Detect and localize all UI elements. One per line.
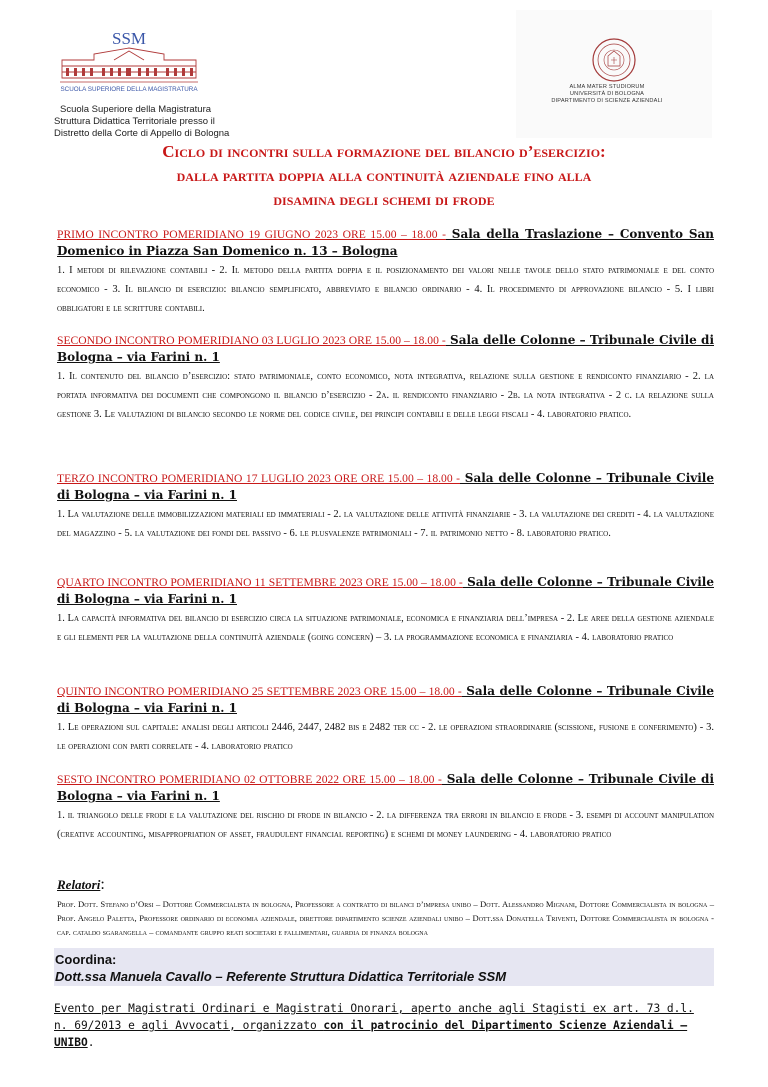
session-topics: 1. Le operazioni sul capitale: analisi degli articoli 2446, 2447, 2482 bis e 2482 ter cc - 2. le operazioni straordinarie (scissione, fusione e conferimento) - 3. le operazioni con parti correlate - 4. laboratorio pratico xyxy=(57,722,714,752)
session-3 xyxy=(57,470,714,543)
event-text: Evento per Magistrati Ordinari e Magistrati Onorari, aperto anche agli Stagisti ex art. 73 d.l. n. 69/2013 e agli Avvocati, organizzato xyxy=(54,1002,694,1032)
ssm-logo-subtitle: SCUOLA SUPERIORE DELLA MAGISTRATURA xyxy=(60,86,198,93)
session-place: di Bologna – via Farini n. 1 xyxy=(57,772,714,803)
session-place: Civile di Bologna – via Farini n. 1 xyxy=(57,333,714,364)
ssm-line: Scuola Superiore della Magistratura xyxy=(60,104,212,115)
title-line: Ciclo di incontri sulla formazione del bilancio d’esercizio: xyxy=(162,142,606,161)
event-end: . xyxy=(87,1036,95,1049)
session-place: Domenico in Piazza San Domenico n. 13 – Bologna xyxy=(57,244,398,258)
speakers-label-suffix: : xyxy=(100,876,105,893)
session-place-intro: Sala delle Colonne – Tribunale xyxy=(462,575,677,589)
session-date: QUARTO INCONTRO POMERIDIANO 11 SETTEMBRE 2023 ORE 15.00 – 18.00 - xyxy=(57,576,463,589)
session-topics: 1. La valutazione delle immobilizzazioni materiali ed immateriali - 2. la valutazione delle attività finanziarie - 3. la valutazione dei crediti - 4. la valutazione del magazzino - 5. la valutazione dei fondi del passivo - 6. le plusvalenze patrimoniali - 7. il patrimonio netto - 8. laboratorio pratico. xyxy=(57,509,714,539)
event-patronage: con il patrocinio del Dipartimento Scienze Aziendali – UNIBO xyxy=(54,1019,688,1049)
session-date: PRIMO INCONTRO POMERIDIANO 19 GIUGNO 2023 ORE 15.00 – 18.00 - xyxy=(57,228,446,241)
coordinator-name: Dott.ssa Manuela Cavallo – Referente Struttura Didattica Territoriale SSM xyxy=(55,969,507,984)
session-place-intro: Sala delle Colonne – Tribunale xyxy=(445,333,659,347)
session-topics: 1. il triangolo delle frodi e la valutazione del rischio di frode in bilancio - 2. la differenza tra errori in bilancio e frode - 3. esempi di account manipulation (creative accounting, misappropriation of asset, fraudulent financial reporting) e schemi di money laundering - 4. laboratorio pratico xyxy=(57,810,714,840)
ssm-line: Distretto della Corte di Appello di Bologna xyxy=(54,128,230,139)
unibo-line: DIPARTIMENTO DI SCIENZE AZIENDALI xyxy=(551,98,663,104)
session-5 xyxy=(57,683,714,756)
session-place: Civile di Bologna – via Farini n. 1 xyxy=(57,471,714,502)
title-line: disamina degli schemi di frode xyxy=(273,190,495,209)
session-header xyxy=(57,226,714,260)
session-1 xyxy=(57,226,714,318)
unibo-line: UNIVERSITÀ DI BOLOGNA xyxy=(569,91,645,97)
session-topics: 1. I metodi di rilevazione contabili - 2. Il metodo della partita doppia e il posizionamento dei valori nelle tavole dello stato patrimoniale e del conto economico - 3. Il bilancio di esercizio: bilancio semplificato, abbreviato e bilancio ordinario - 4. Il procedimento di approvazione bilancio - 5. I libri obbligatori e le scritture contabili. xyxy=(57,265,714,314)
ssm-logo xyxy=(54,28,204,100)
session-date: TERZO INCONTRO POMERIDIANO 17 LUGLIO 2023 ORE ORE 15.00 – 18.00 - xyxy=(57,472,460,485)
unibo-line: ALMA MATER STUDIORUM xyxy=(569,84,645,90)
coordinator-box xyxy=(54,948,714,986)
session-place: Civile di Bologna – via Farini n. 1 xyxy=(57,684,714,715)
ssm-line: Struttura Didattica Territoriale presso il xyxy=(54,116,215,127)
unibo-caption xyxy=(532,84,682,105)
session-date: QUINTO INCONTRO POMERIDIANO 25 SETTEMBRE 2023 ORE 15.00 – 18.00 - xyxy=(57,685,462,698)
session-date: SESTO INCONTRO POMERIDIANO 02 OTTOBRE 2022 ORE 15.00 – 18.00 - xyxy=(57,773,442,786)
session-topics: 1. Il contenuto del bilancio d’esercizio: stato patrimoniale, conto economico, nota integrativa, relazione sulla gestione e rendiconto finanziario - 2. la portata informativa dei documenti che compongono il bilancio d’esercizio - 2a. il rendiconto finanziario - 2b. la nota integrativa - 2 c. la relazione sulla gestione 3. Le valutazioni di bilancio secondo le norme del codice civile, dei principi contabili e delle leggi fiscali - 4. laboratorio pratico. xyxy=(57,371,714,420)
title-line: dalla partita doppia alla continuità aziendale fino alla xyxy=(176,166,592,185)
session-place-intro: Sala della Traslazione – Convento San xyxy=(445,227,714,241)
session-date: SECONDO INCONTRO POMERIDIANO 03 LUGLIO 2023 ORE 15.00 – 18.00 - xyxy=(57,334,446,347)
session-header xyxy=(57,574,714,608)
ssm-logo-text: SSM xyxy=(111,29,147,48)
ssm-address xyxy=(54,104,229,140)
session-place-intro: Sala delle Colonne – Tribunale Civile xyxy=(441,772,702,786)
session-topics: 1. La capacità informativa del bilancio di esercizio circa la situazione patrimoniale, economica e finanziaria dell’impresa - 2. Le aree della gestione aziendale e gli elementi per la valutazione della continuità aziendale (going concern) – 3. la programmazione economica e finanziaria - 4. laboratorio pratico xyxy=(57,613,714,643)
session-place-intro: Sala delle Colonne – Tribunale xyxy=(460,471,677,485)
event-note xyxy=(54,1000,714,1051)
session-header xyxy=(57,771,714,805)
session-place: Civile di Bologna – via Farini n. 1 xyxy=(57,575,714,606)
document-title xyxy=(70,140,698,212)
session-6 xyxy=(57,771,714,844)
speakers-label: Relatori xyxy=(57,877,101,892)
session-header xyxy=(57,332,714,366)
session-header xyxy=(57,683,714,717)
session-header xyxy=(57,470,714,504)
coordinator-label: Coordina: xyxy=(55,952,117,967)
speakers-section xyxy=(57,876,714,939)
session-place-intro: Sala delle Colonne – Tribunale xyxy=(461,684,677,698)
session-4 xyxy=(57,574,714,647)
speakers-list: Prof. Dott. Stefano d’Orsi – Dottore Commercialista in bologna, Professore a contratto di bilanci d’impresa unibo – Dott. Alessandro Mignani, Dottore Commercialista in bologna – Prof. Angelo Paletta, Professore ordinario di economia aziendale, direttore dipartimento scienze aziendali unibo – Dott.ssa Donatella Triventi, Dottore Commercialista in bologna - cap. cataldo sgarangella – comandante gruppo reati societari e fallimentari, guardia di finanza bologna xyxy=(57,899,714,937)
session-2 xyxy=(57,332,714,424)
